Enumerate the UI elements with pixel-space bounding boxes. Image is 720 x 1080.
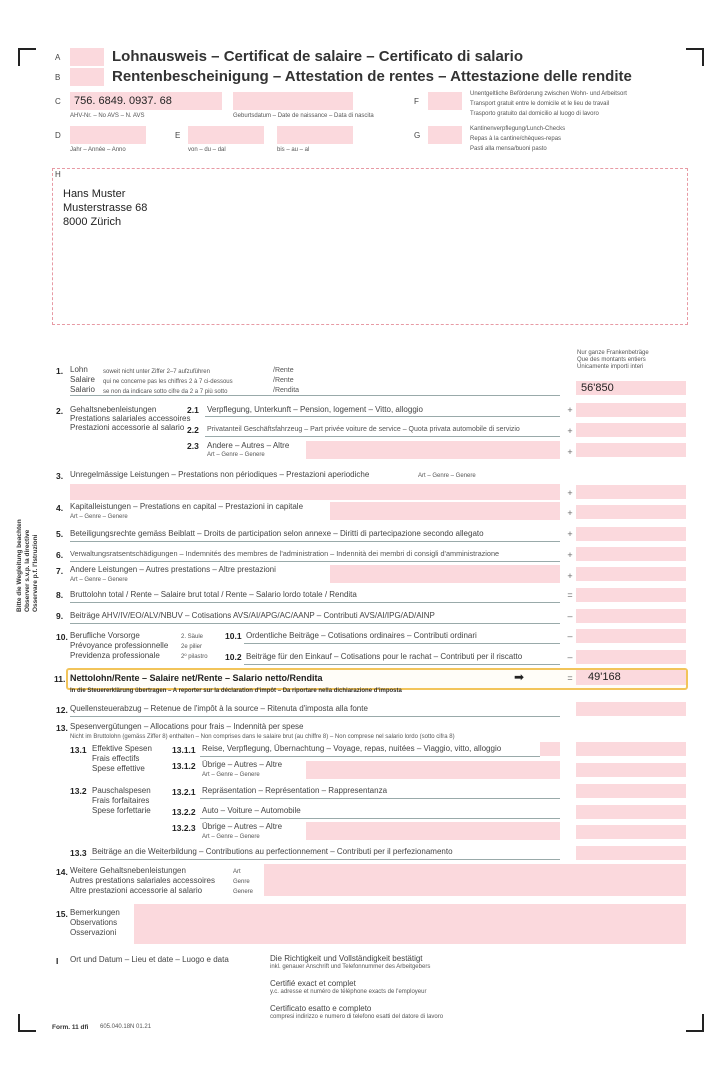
row-13-1-2-label: Übrige – Autres – Altre	[202, 760, 283, 769]
row-2-3-num: 2.3	[187, 441, 199, 451]
row-11-value-field[interactable]	[576, 670, 686, 685]
row-2-2-op: +	[567, 426, 573, 436]
row-10-1-value-field[interactable]	[576, 629, 686, 643]
row-10-2-rule	[244, 664, 560, 665]
row-13-2-3-sub: Art – Genre – Genere	[202, 834, 260, 840]
row-3-label: Unregelmässige Leistungen – Prestations non périodiques – Prestazioni aperiodiche	[70, 470, 370, 479]
row-1-num: 1.	[56, 366, 64, 376]
row-2-2-rule	[205, 436, 560, 437]
row-15-label: Bemerkungen Observations Osservazioni	[70, 908, 120, 937]
row-15-num: 15.	[56, 909, 68, 919]
letter-h: H	[55, 170, 61, 179]
crop-mark-top-right	[686, 48, 704, 66]
to-field[interactable]	[277, 126, 353, 144]
row-3-value-field[interactable]	[576, 485, 686, 499]
row-13-3-label: Beiträge an die Weiterbildung – Contributions au perfectionnement – Contributi per il perfezionamento	[92, 847, 453, 856]
row-2-3-sub: Art – Genre – Genere	[207, 452, 265, 458]
row-7-value-field[interactable]	[576, 567, 686, 581]
row-2-1-value-field[interactable]	[576, 403, 686, 417]
checkbox-f[interactable]	[428, 92, 462, 110]
letter-e: E	[175, 131, 181, 140]
row-14-art: Art Genre Genere	[233, 869, 254, 895]
row-7-type-field[interactable]	[330, 565, 560, 583]
remarks-field[interactable]	[134, 904, 686, 944]
side-note: Bitte die Wegleitung beachten Observer s.v.p. la directive Osservare p.f. l'Istruzioni	[16, 519, 39, 612]
row-1-value: 56'850	[581, 382, 614, 394]
arrow-right-icon: ➡	[514, 670, 525, 684]
row-2-3-label: Andere – Autres – Altre	[207, 441, 290, 450]
confirmation-block: Die Richtigkeit und Vollständigkeit bestätigt inkl. genauer Anschrift und Telefonnummer des Arbeitgebers Certifié exact et complet y.c. adresse et numéro de téléphone exacts de l'employeur Certificato esatto e completo compresi indirizzo e numero di telefono esatti del datore di lavoro	[270, 954, 444, 1020]
f-text-1: Unentgeltliche Beförderung zwischen Wohn- und Arbeitsort	[470, 91, 627, 97]
row-13-2-1-rule	[200, 798, 560, 799]
g-text-1: Kantinenverpflegung/Lunch-Checks	[470, 126, 566, 132]
row-13-1-2-type-field[interactable]	[306, 761, 560, 779]
ahv-value: 756. 6849. 0937. 68	[74, 95, 172, 107]
row-2-1-label: Verpflegung, Unterkunft – Pension, logement – Vitto, alloggio	[207, 405, 423, 414]
row-10-1-num: 10.1	[225, 631, 242, 641]
row-6-label: Verwaltungsratsentschädigungen – Indemnités des membres de l'administration – Indennità dei membri di consigli d'amministrazione	[70, 549, 500, 558]
row-4-value-field[interactable]	[576, 505, 686, 519]
checkbox-g[interactable]	[428, 126, 462, 144]
row-2-2-label: Privatanteil Geschäftsfahrzeug – Part privée voiture de service – Quota privata automobile di servizio	[207, 426, 520, 433]
letter-d: D	[55, 131, 61, 140]
column-note: Nur ganze Frankenbeträge Que des montants entiers Unicamente importi interi	[577, 350, 649, 370]
row-1-sub: soweit nicht unter Ziffer 2–7 aufzuführen qui ne concerne pas les chiffres 2 à 7 ci-dessous se non da indicare sotto cifre da 2 a 7 più sotto	[103, 369, 233, 395]
row-2-num: 2.	[56, 406, 64, 416]
row-13-2-3-label: Übrige – Autres – Altre	[202, 822, 283, 831]
checkbox-b[interactable]	[70, 68, 104, 86]
row-6-rule	[70, 561, 560, 562]
row-8-num: 8.	[56, 590, 64, 600]
row-2-2-num: 2.2	[187, 425, 199, 435]
f-text-2: Transport gratuit entre le domicile et le lieu de travail	[470, 101, 610, 107]
row-10-label: Berufliche Vorsorge Prévoyance professionnelle Previdenza professionale	[70, 631, 169, 660]
checkbox-a[interactable]	[70, 48, 104, 66]
f-text-3: Trasporto gratuito dal domicilio al luogo di lavoro	[470, 111, 599, 117]
row-13-2-num: 13.2	[70, 786, 87, 796]
row-10-1-op: –	[567, 631, 573, 641]
row-5-num: 5.	[56, 529, 64, 539]
row-9-op: –	[567, 611, 573, 621]
to-label: bis – au – al	[277, 147, 310, 153]
employee-city: 8000 Zürich	[63, 216, 122, 228]
g-text-3: Pasti alla mensa/buoni pasto	[470, 146, 547, 152]
row-2-3-type-field[interactable]	[306, 441, 560, 459]
row-12-value-field[interactable]	[576, 702, 686, 716]
letter-i: I	[56, 956, 59, 966]
row-11-label: Nettolohn/Rente – Salaire net/Rente – Salario netto/Rendita	[70, 673, 323, 683]
row-13-1-1-mark	[540, 742, 560, 756]
row-4-num: 4.	[56, 503, 64, 513]
g-text-2: Repas à la cantine/chèques-repas	[470, 136, 562, 142]
letter-b: B	[55, 73, 61, 82]
row-5-rule	[70, 541, 560, 542]
row-10-1-label: Ordentliche Beiträge – Cotisations ordinaires – Contributi ordinari	[246, 631, 477, 640]
row-13-1-2-sub: Art – Genre – Genere	[202, 772, 260, 778]
row-5-label: Beteiligungsrechte gemäss Beiblatt – Droits de participation selon annexe – Diritti di partecipazione secondo allegato	[70, 529, 484, 538]
row-13-3-rule	[90, 859, 560, 860]
row-13-1-1-num: 13.1.1	[172, 745, 196, 755]
row-13-1-1-value-field[interactable]	[576, 742, 686, 756]
letter-c: C	[55, 97, 61, 106]
row-7-label: Andere Leistungen – Autres prestations – Altre prestazioni	[70, 565, 276, 574]
row-8-value-field[interactable]	[576, 588, 686, 602]
row-10-num: 10.	[56, 632, 68, 642]
address-window	[52, 168, 688, 325]
row-11-num: 11.	[54, 674, 66, 684]
row-13-2-3-type-field[interactable]	[306, 822, 560, 840]
row-13-label: Spesenvergütungen – Allocations pour frais – Indennità per spese	[70, 722, 304, 731]
ahv-field[interactable]	[70, 92, 222, 110]
row-10-1-rule	[244, 643, 560, 644]
title-lohnausweis: Lohnausweis – Certificat de salaire – Certificato di salario	[112, 48, 523, 65]
row-6-op: +	[567, 550, 573, 560]
row-7-num: 7.	[56, 566, 64, 576]
row-10-2-op: –	[567, 652, 573, 662]
row-1-rule	[70, 395, 560, 396]
row-13-1-2-value-field[interactable]	[576, 763, 686, 777]
row-13-1-1-label: Reise, Verpflegung, Übernachtung – Voyage, repas, nuitées – Viaggio, vitto, alloggio	[202, 744, 502, 753]
from-field[interactable]	[188, 126, 264, 144]
row-10-pillar: 2. Säule 2e pilier 2º pilastro	[181, 634, 208, 660]
row-8-rule	[70, 602, 560, 603]
crop-mark-top-left	[18, 48, 36, 66]
row-11-sub: In die Steuererklärung übertragen – A reporter sur la déclaration d'impôt – Da riportare nella dichiarazione d'imposta	[70, 688, 402, 694]
row-13-2-3-value-field[interactable]	[576, 825, 686, 839]
row-13-2-label: Pauschalspesen Frais forfaitaires Spese forfettarie	[92, 786, 151, 815]
row-2-label: Gehaltsnebenleistungen Prestations salariales accessoires Prestazioni accessorie al salario	[70, 405, 191, 432]
row-7-sub: Art – Genre – Genere	[70, 577, 128, 583]
from-label: von – du – dal	[188, 147, 226, 153]
row-13-2-2-label: Auto – Voiture – Automobile	[202, 806, 301, 815]
row-4-type-field[interactable]	[330, 502, 560, 520]
ahv-label: AHV-Nr. – No AVS – N. AVS	[70, 113, 145, 119]
form-code: 605.040.18N 01.21	[100, 1024, 152, 1030]
crop-mark-bottom-right	[686, 1014, 704, 1032]
row-14-field[interactable]	[264, 864, 686, 896]
row-2-3-op: +	[567, 447, 573, 457]
row-5-value-field[interactable]	[576, 527, 686, 541]
row-6-num: 6.	[56, 550, 64, 560]
birthdate-field[interactable]	[233, 92, 353, 110]
row-9-value-field[interactable]	[576, 609, 686, 623]
row-13-3-num: 13.3	[70, 848, 87, 858]
row-1-value-field[interactable]	[576, 381, 686, 395]
row-13-1-2-num: 13.1.2	[172, 761, 196, 771]
row-4-sub: Art – Genre – Genere	[70, 514, 128, 520]
row-1-rente: /Rente /Rente /Rendita	[273, 367, 300, 394]
row-13-1-1-rule	[200, 756, 540, 757]
row-13-3-value-field[interactable]	[576, 846, 686, 860]
row-13-2-1-value-field[interactable]	[576, 784, 686, 798]
row-3-sub: Art – Genre – Genere	[418, 473, 476, 479]
row-8-op: =	[567, 590, 573, 600]
row-2-1-op: +	[567, 405, 573, 415]
row-2-2-value-field[interactable]	[576, 423, 686, 437]
row-14-num: 14.	[56, 867, 68, 877]
year-field[interactable]	[70, 126, 146, 144]
row-2-1-rule	[205, 416, 560, 417]
row-9-rule	[70, 623, 560, 624]
row-6-value-field[interactable]	[576, 547, 686, 561]
row-12-label: Quellensteuerabzug – Retenue de l'impôt à la source – Ritenuta d'imposta alla fonte	[70, 704, 368, 713]
row-1-label: Lohn Salaire Salario	[70, 365, 95, 394]
row-2-1-num: 2.1	[187, 405, 199, 415]
row-5-op: +	[567, 529, 573, 539]
row-9-num: 9.	[56, 611, 64, 621]
row-13-2-2-rule	[200, 818, 560, 819]
row-12-num: 12.	[56, 705, 68, 715]
row-13-2-3-num: 13.2.3	[172, 823, 196, 833]
row-13-sub: Nicht im Bruttolohn (gemäss Ziffer 8) enthalten – Non comprises dans le salaire brut (au chiffre 8) – Non comprese nel salario lordo (sotto cifra 8)	[70, 734, 455, 740]
row-8-label: Bruttolohn total / Rente – Salaire brut total / Rente – Salario lordo totale / Rendita	[70, 590, 357, 599]
row-13-1-num: 13.1	[70, 745, 87, 755]
row-7-op: +	[567, 571, 573, 581]
row-10-2-value-field[interactable]	[576, 650, 686, 664]
row-12-rule	[70, 716, 560, 717]
row-2-3-value-field[interactable]	[576, 443, 686, 457]
row-11-op: =	[567, 673, 573, 683]
letter-g: G	[414, 131, 421, 140]
row-10-2-num: 10.2	[225, 652, 242, 662]
crop-mark-bottom-left	[18, 1014, 36, 1032]
employee-street: Musterstrasse 68	[63, 202, 148, 214]
row-3-num: 3.	[56, 471, 64, 481]
place-date-label: Ort und Datum – Lieu et date – Luogo e data	[70, 955, 229, 964]
row-13-1-label: Effektive Spesen Frais effectifs Spese effettive	[92, 744, 152, 773]
form-number: Form. 11 dfi	[52, 1024, 89, 1031]
row-13-2-2-value-field[interactable]	[576, 805, 686, 819]
row-4-label: Kapitalleistungen – Prestations en capital – Prestazioni in capitale	[70, 502, 304, 511]
row-4-op: +	[567, 508, 573, 518]
row-13-2-1-label: Repräsentation – Représentation – Rappresentanza	[202, 786, 388, 795]
year-label: Jahr – Année – Anno	[70, 147, 126, 153]
letter-a: A	[55, 53, 61, 62]
row-9-label: Beiträge AHV/IV/EO/ALV/NBUV – Cotisations AVS/AI/APG/AC/AANP – Contributi AVS/AI/IPG/AD/AINP	[70, 611, 435, 620]
address-block	[63, 187, 147, 229]
row-14-label: Weitere Gehaltsnebenleistungen Autres prestations salariales accessoires Altre prestazioni accessorie al salario	[70, 866, 215, 895]
row-3-op: +	[567, 488, 573, 498]
row-13-2-2-num: 13.2.2	[172, 807, 196, 817]
row-13-num: 13.	[56, 723, 68, 733]
letter-f: F	[414, 97, 419, 106]
row-11-value: 49'168	[588, 671, 621, 683]
birthdate-label: Geburtsdatum – Date de naissance – Data di nascita	[233, 113, 374, 119]
title-rentenbescheinigung: Rentenbescheinigung – Attestation de rentes – Attestazione delle rendite	[112, 68, 632, 85]
employee-name: Hans Muster	[63, 188, 126, 200]
row-13-2-1-num: 13.2.1	[172, 787, 196, 797]
row-3-type-field[interactable]	[70, 484, 560, 500]
row-10-2-label: Beiträge für den Einkauf – Cotisations pour le rachat – Contributi per il riscatto	[246, 652, 523, 661]
